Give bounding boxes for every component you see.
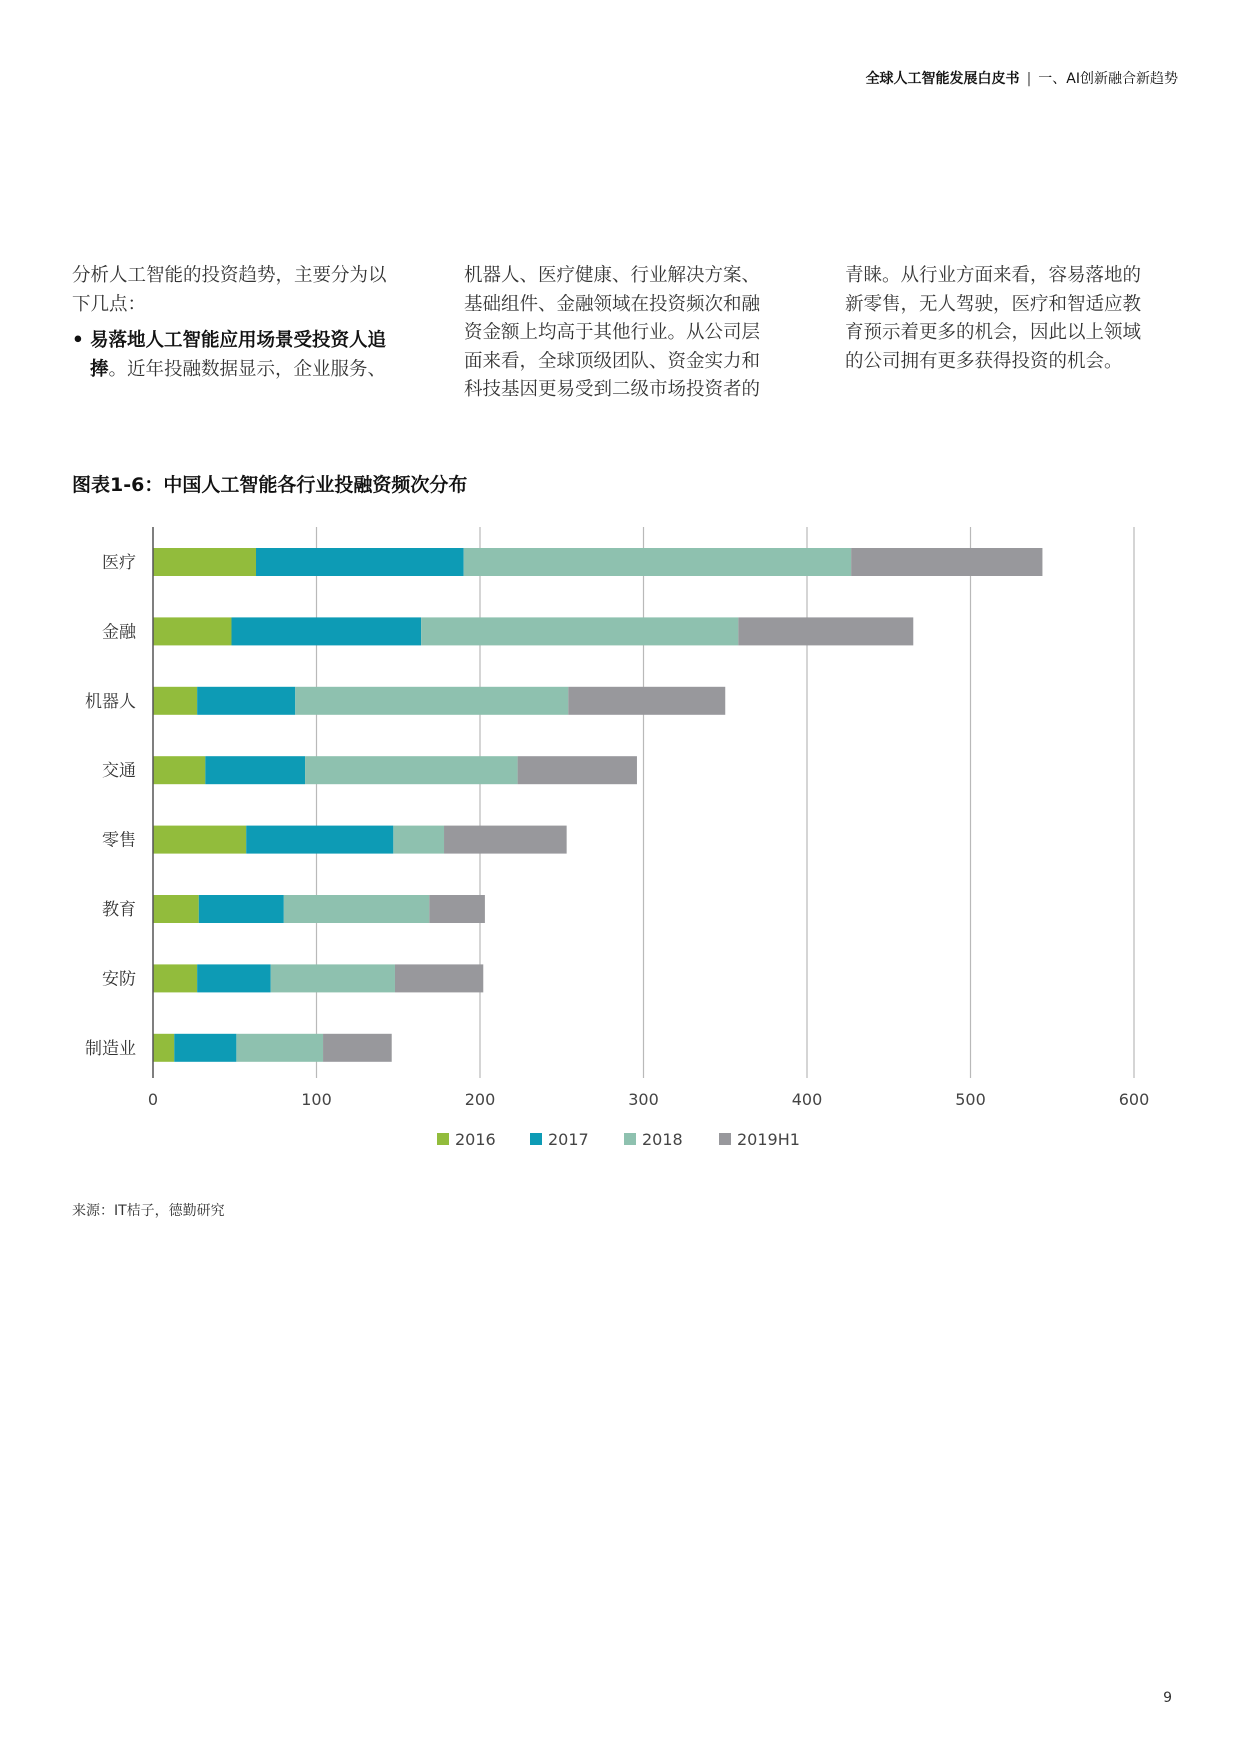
text-line: 面来看，全球顶级团队、资金实力和 xyxy=(464,350,761,372)
text-line: 的公司拥有更多获得投资的机会。 xyxy=(845,350,1123,372)
legend-label: 2016 xyxy=(455,1130,496,1149)
bullet-bold-text: 捧 xyxy=(90,358,109,380)
bar-segment xyxy=(153,1034,174,1062)
bar-segment xyxy=(231,617,421,645)
bar-segment xyxy=(153,895,199,923)
legend-swatch xyxy=(530,1133,542,1145)
bar-segment xyxy=(429,895,485,923)
bar-segment xyxy=(421,617,738,645)
bar-segment xyxy=(153,826,246,854)
legend-swatch xyxy=(624,1133,636,1145)
text-line: 分析人工智能的投资趋势，主要分为以 xyxy=(72,265,387,286)
bar-segment xyxy=(246,826,393,854)
bar-segment xyxy=(197,687,295,715)
bar-segment xyxy=(271,964,395,992)
x-tick-label: 100 xyxy=(301,1090,332,1109)
text-line: 育预示着更多的机会，因此以上领域 xyxy=(845,322,1142,343)
bar-segment xyxy=(305,756,518,784)
bar-segment xyxy=(205,756,305,784)
bar-segment xyxy=(395,964,483,992)
page-number: 9 xyxy=(1163,1690,1172,1706)
category-label: 机器人 xyxy=(85,691,136,712)
text-line: 科技基因更易受到二级市场投资者的 xyxy=(464,379,761,400)
chart-title: 图表1-6：中国人工智能各行业投融资频次分布 xyxy=(72,474,468,496)
category-label: 制造业 xyxy=(85,1038,136,1059)
bar-segment xyxy=(295,687,568,715)
x-tick-label: 300 xyxy=(628,1090,659,1109)
legend-label: 2019H1 xyxy=(737,1130,800,1149)
bar-segment xyxy=(153,548,256,576)
x-tick-label: 600 xyxy=(1118,1090,1150,1109)
category-label: 安防 xyxy=(102,969,136,990)
bar-segment xyxy=(153,964,197,992)
bar-segment xyxy=(284,895,430,923)
x-tick-label: 0 xyxy=(147,1090,159,1109)
source-note: 来源：IT桔子，德勤研究 xyxy=(72,1203,225,1219)
legend-label: 2018 xyxy=(642,1130,683,1149)
category-label: 医疗 xyxy=(102,553,136,573)
bar-segment xyxy=(851,548,1042,576)
text-line: 新零售，无人驾驶，医疗和智适应教 xyxy=(845,293,1142,315)
bar-segment xyxy=(256,548,464,576)
report-title: 全球人工智能发展白皮书 xyxy=(865,71,1020,87)
text-line: 基础组件、金融领域在投资频次和融 xyxy=(464,293,761,315)
x-tick-label: 200 xyxy=(464,1090,496,1109)
legend-swatch xyxy=(719,1133,731,1145)
text-line: 青睐。从行业方面来看，容易落地的 xyxy=(845,265,1142,286)
bar-segment xyxy=(153,756,205,784)
bullet-body-text: 。近年投融数据显示，企业服务、 xyxy=(108,358,387,380)
bar-segment xyxy=(393,826,444,854)
legend-label: 2017 xyxy=(548,1130,589,1149)
bar-segment xyxy=(464,548,851,576)
bar-segment xyxy=(738,617,913,645)
category-label: 交通 xyxy=(102,761,136,782)
text-line: 资金额上均高于其他行业。从公司层 xyxy=(464,322,761,343)
section-title: 一、AI创新融合新趋势 xyxy=(1038,71,1178,87)
bar-segment xyxy=(197,964,271,992)
text-line: 下几点： xyxy=(72,293,147,315)
bullet-bold-text: 易落地人工智能应用场景受投资人追 xyxy=(90,330,387,351)
bar-segment xyxy=(153,687,197,715)
legend-swatch xyxy=(437,1133,449,1145)
x-tick-label: 400 xyxy=(791,1090,823,1109)
bar-segment xyxy=(444,826,567,854)
bar-segment xyxy=(174,1034,236,1062)
bar-segment xyxy=(568,687,725,715)
text-line: 机器人、医疗健康、行业解决方案、 xyxy=(464,265,761,286)
category-label: 零售 xyxy=(102,830,136,851)
header-separator: | xyxy=(1026,71,1032,87)
bullet-dot: • xyxy=(72,330,84,351)
x-tick-label: 500 xyxy=(955,1090,986,1109)
bar-segment xyxy=(153,617,231,645)
bar-segment xyxy=(323,1034,392,1062)
bar-segment xyxy=(199,895,284,923)
category-label: 教育 xyxy=(102,900,136,920)
bar-segment xyxy=(236,1034,323,1062)
category-label: 金融 xyxy=(102,622,136,643)
bar-segment xyxy=(518,756,637,784)
